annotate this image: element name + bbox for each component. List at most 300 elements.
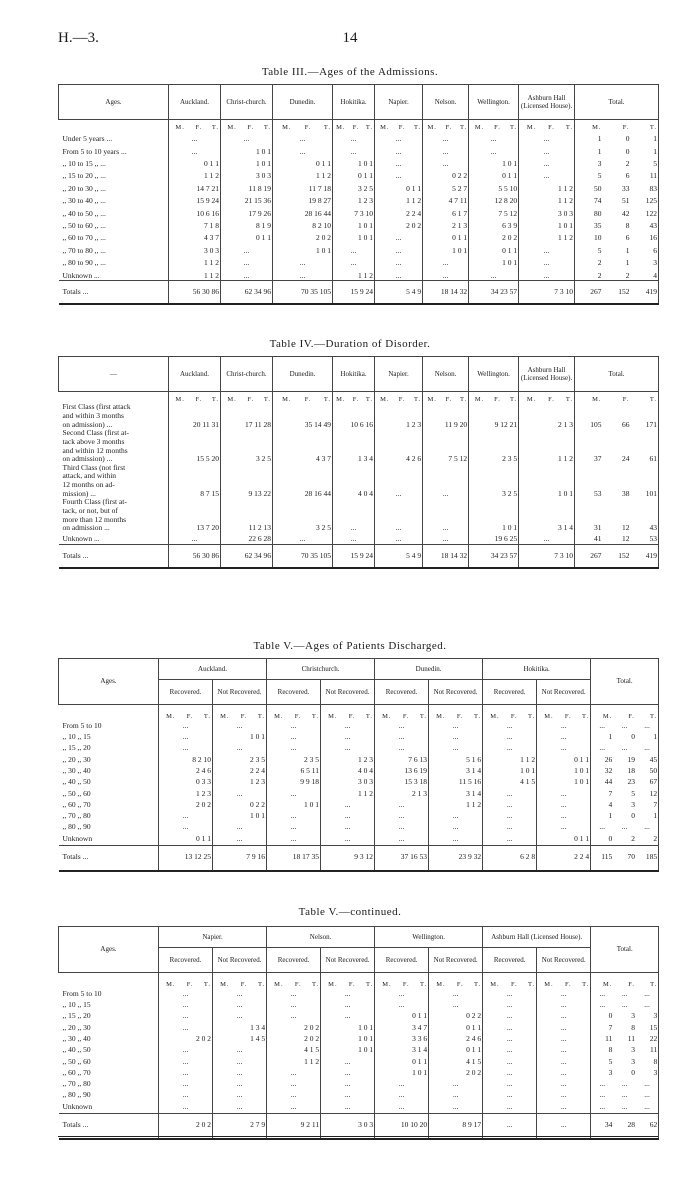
total-value: 1 bbox=[625, 258, 630, 268]
group-values: 2 3 5 bbox=[469, 429, 519, 464]
group-values: ... bbox=[220, 131, 272, 143]
sex-subheader: F. bbox=[628, 981, 636, 988]
row-label-line: tack, or not, but of bbox=[62, 505, 118, 515]
group-values: ... bbox=[519, 169, 575, 181]
sex-subheader: T. bbox=[303, 705, 321, 721]
sex-subheader: F. bbox=[352, 396, 360, 403]
group-values: ... bbox=[213, 788, 267, 799]
total-value: 0 bbox=[625, 146, 630, 156]
total-value: 3 bbox=[631, 1045, 636, 1055]
group-values: 7 5 12 bbox=[469, 206, 519, 218]
total-value: ... bbox=[621, 1079, 628, 1089]
group-values: 0 1 1 bbox=[537, 833, 591, 845]
group-values: 4 3 7 bbox=[169, 231, 221, 243]
row-label: From 5 to 10 bbox=[59, 720, 159, 731]
group-values: ... bbox=[333, 498, 375, 533]
sex-subheader: T. bbox=[407, 392, 423, 404]
group-values: 6 3 9 bbox=[469, 218, 519, 230]
sex-subheader: M. bbox=[336, 396, 346, 403]
group-values: ... bbox=[483, 800, 537, 811]
group-header: Napier. bbox=[159, 927, 267, 948]
group-values: 0 1 1 bbox=[273, 156, 333, 168]
total-value: 122 bbox=[631, 206, 659, 218]
column-header: Dunedin. bbox=[273, 357, 333, 392]
group-values: 56 30 86 bbox=[169, 281, 221, 305]
group-values: 11 2 13 bbox=[220, 498, 272, 533]
group-values: ... bbox=[423, 255, 469, 267]
group-values: ... bbox=[423, 156, 469, 168]
group-values: 0 1 1 bbox=[429, 1022, 483, 1033]
group-values: 22 6 28 bbox=[220, 533, 272, 545]
sex-subheader: T. bbox=[556, 120, 575, 132]
group-values: 2 0 2 bbox=[469, 231, 519, 243]
sex-subheader: F. bbox=[304, 396, 312, 403]
group-values: 1 1 2 bbox=[375, 193, 423, 205]
group-values: 1 2 3 bbox=[375, 403, 423, 429]
total-value: 2 bbox=[625, 270, 630, 280]
group-values: ... bbox=[169, 533, 221, 545]
group-values: 1 1 2 bbox=[519, 193, 575, 205]
group-values: ... bbox=[159, 1079, 213, 1090]
total-value: 44 bbox=[604, 777, 613, 787]
total-value: 3 bbox=[636, 1068, 659, 1079]
group-values: ... bbox=[375, 255, 423, 267]
group-values: 1 0 1 bbox=[333, 231, 375, 243]
group-values: 34 23 57 bbox=[469, 281, 519, 305]
sex-subheader: T. bbox=[407, 120, 423, 132]
row-label: ,, 70 ,, 80 bbox=[59, 1079, 159, 1090]
group-values: 4 0 4 bbox=[333, 464, 375, 499]
column-header: Auckland. bbox=[169, 85, 221, 120]
sex-subheader: T. bbox=[203, 120, 220, 132]
group-values: ... bbox=[273, 268, 333, 281]
group-values: ... bbox=[483, 743, 537, 754]
sex-subheader: F. bbox=[494, 396, 501, 403]
group-values: ... bbox=[537, 1101, 591, 1113]
group-values: 12 8 20 bbox=[469, 193, 519, 205]
totals-label: Totals ... bbox=[59, 1113, 159, 1139]
totals-label: Totals ... bbox=[59, 544, 169, 568]
row-label: ,, 15 ,, 20 bbox=[59, 1011, 159, 1022]
group-values: ... bbox=[375, 144, 423, 156]
sex-subheader: T. bbox=[519, 705, 537, 721]
group-values: 1 0 1 bbox=[321, 1045, 375, 1056]
row-label-line: on admission ... bbox=[62, 523, 110, 533]
total-value: 4 bbox=[608, 799, 613, 809]
column-header: Nelson. bbox=[423, 357, 469, 392]
total-value: 5 bbox=[597, 245, 602, 255]
group-values: 56 30 86 bbox=[169, 544, 221, 568]
group-values: ... bbox=[375, 720, 429, 731]
not-recovered-header: Not Recovered. bbox=[429, 948, 483, 973]
group-values: ... bbox=[169, 144, 221, 156]
total-value: 38 bbox=[622, 488, 630, 498]
row-label-line: First Class (first attack bbox=[62, 403, 131, 412]
sex-subheader: T. bbox=[502, 120, 519, 132]
total-value: ... bbox=[636, 822, 659, 833]
group-values: ... bbox=[159, 743, 213, 754]
group-values: 37 16 53 bbox=[375, 845, 429, 871]
group-values: ... bbox=[519, 268, 575, 281]
total-value: 101 bbox=[631, 464, 659, 499]
total-value: 1 bbox=[636, 811, 659, 822]
group-values: ... bbox=[375, 811, 429, 822]
group-values: ... bbox=[519, 533, 575, 545]
group-values: ... bbox=[159, 822, 213, 833]
group-values: 15 5 20 bbox=[169, 429, 221, 464]
group-values: 9 2 11 bbox=[267, 1113, 321, 1139]
table-v-title: Table V.—Ages of Patients Discharged. bbox=[253, 640, 447, 652]
group-values: ... bbox=[375, 988, 429, 999]
row-label bbox=[59, 429, 169, 464]
total-value: 70 bbox=[613, 845, 636, 871]
total-value: ... bbox=[636, 1079, 659, 1090]
group-values: 0 1 1 bbox=[469, 169, 519, 181]
total-value: 3 bbox=[631, 799, 635, 809]
total-value: 125 bbox=[631, 193, 659, 205]
group-values: ... bbox=[213, 720, 267, 731]
group-values: ... bbox=[469, 268, 519, 281]
sex-subheader: M. bbox=[544, 981, 554, 988]
stub-blank bbox=[59, 392, 169, 404]
sex-subheader: F. bbox=[548, 396, 555, 403]
group-values: ... bbox=[213, 1011, 267, 1022]
group-values: ... bbox=[267, 1011, 321, 1022]
total-value: ... bbox=[621, 743, 628, 753]
sex-subheader: M. bbox=[474, 396, 485, 403]
group-values: 0 1 1 bbox=[537, 754, 591, 765]
total-value: ... bbox=[599, 720, 606, 730]
total-value: 2 bbox=[597, 258, 602, 268]
group-values: ... bbox=[267, 1068, 321, 1079]
row-label: ,, 20 to 30 ,, ... bbox=[59, 181, 169, 193]
group-values: ... bbox=[213, 1090, 267, 1101]
group-values: ... bbox=[220, 243, 272, 255]
sex-subheader: T. bbox=[361, 120, 375, 132]
group-values: ... bbox=[267, 1090, 321, 1101]
total-value: ... bbox=[636, 1101, 659, 1113]
total-value: 8 bbox=[625, 220, 630, 230]
group-values: 1 1 2 bbox=[321, 788, 375, 799]
group-values: 11 8 19 bbox=[220, 181, 272, 193]
sex-subheader: F. bbox=[628, 713, 635, 720]
sex-subheader: F. bbox=[247, 396, 255, 403]
sex-subheader: M. bbox=[227, 396, 237, 403]
group-values: ... bbox=[429, 1000, 483, 1011]
group-values: 2 2 4 bbox=[375, 206, 423, 218]
total-value: 1 bbox=[608, 811, 613, 821]
row-label-line: on admission) ... bbox=[62, 454, 113, 464]
row-label: ,, 40 to 50 ,, ... bbox=[59, 206, 169, 218]
stub-header: Ages. bbox=[59, 659, 159, 705]
sex-subheader: M. bbox=[166, 713, 176, 720]
group-values: ... bbox=[375, 464, 423, 499]
total-value: 6 bbox=[631, 243, 659, 255]
total-value: ... bbox=[599, 1000, 606, 1010]
group-values: 1 1 2 bbox=[267, 1056, 321, 1067]
group-values: ... bbox=[537, 1045, 591, 1056]
group-values: ... bbox=[429, 1101, 483, 1113]
sex-subheader: T. bbox=[195, 705, 213, 721]
row-label: ,, 50 ,, 60 bbox=[59, 1056, 159, 1067]
sex-subheader: T. bbox=[303, 973, 321, 989]
row-label-line: Third Class (not first bbox=[62, 463, 126, 472]
group-values: ... bbox=[469, 131, 519, 143]
total-value: 6 bbox=[625, 171, 630, 181]
sex-subheader: M. bbox=[328, 981, 338, 988]
group-values: 3 2 5 bbox=[333, 181, 375, 193]
group-values: 2 4 6 bbox=[159, 766, 213, 777]
sex-subheader: F. bbox=[456, 713, 464, 720]
group-values: ... bbox=[537, 988, 591, 999]
group-values: ... bbox=[213, 1079, 267, 1090]
total-value: 2 bbox=[631, 833, 635, 843]
group-values: ... bbox=[159, 1045, 213, 1056]
group-values: 0 3 3 bbox=[159, 777, 213, 788]
total-value: 61 bbox=[631, 429, 659, 464]
group-values: 2 3 5 bbox=[267, 754, 321, 765]
total-value: 5 bbox=[631, 788, 635, 798]
group-values: 9 12 21 bbox=[469, 403, 519, 429]
group-values: ... bbox=[537, 822, 591, 833]
group-values: ... bbox=[273, 533, 333, 545]
row-label: ,, 50 to 60 ,, ... bbox=[59, 218, 169, 230]
group-values: 2 0 2 bbox=[267, 1022, 321, 1033]
sex-subheader: F. bbox=[548, 124, 555, 131]
group-values: 1 1 2 bbox=[429, 800, 483, 811]
table-iii-ages-of-admissions bbox=[58, 84, 659, 305]
group-values: 1 4 5 bbox=[213, 1034, 267, 1045]
group-values: ... bbox=[159, 720, 213, 731]
sex-subheader: T. bbox=[519, 973, 537, 989]
sex-subheader: F. bbox=[402, 713, 410, 720]
row-label-line: tack above 3 months bbox=[62, 436, 125, 446]
column-header: Christ-church. bbox=[220, 357, 272, 392]
total-value: 0 bbox=[608, 833, 613, 843]
group-values: 17 9 26 bbox=[220, 206, 272, 218]
group-values: ... bbox=[321, 732, 375, 743]
group-values: ... bbox=[429, 811, 483, 822]
group-values: 4 1 5 bbox=[267, 1045, 321, 1056]
group-values: 62 34 96 bbox=[220, 544, 272, 568]
group-values: ... bbox=[537, 743, 591, 754]
sex-subheader: M. bbox=[490, 981, 500, 988]
group-values: 3 1 4 bbox=[429, 788, 483, 799]
total-value: 5 bbox=[597, 171, 602, 181]
sex-subheader: M. bbox=[220, 981, 230, 988]
total-value: 50 bbox=[636, 766, 659, 777]
group-values: ... bbox=[519, 255, 575, 267]
group-values: 8 9 17 bbox=[429, 1113, 483, 1139]
group-values: 1 0 1 bbox=[220, 144, 272, 156]
not-recovered-header: Not Recovered. bbox=[213, 948, 267, 973]
bottom-rule bbox=[58, 1136, 658, 1137]
row-label: ,, 50 ,, 60 bbox=[59, 788, 159, 799]
group-values: ... bbox=[519, 131, 575, 143]
total-value: 10 bbox=[594, 233, 602, 243]
group-values: ... bbox=[537, 1022, 591, 1033]
group-header: Nelson. bbox=[267, 927, 375, 948]
group-values: 6 2 8 bbox=[483, 845, 537, 871]
sex-subheader: M. bbox=[336, 124, 346, 131]
group-values: ... bbox=[321, 988, 375, 999]
total-value: ... bbox=[621, 988, 628, 998]
group-values: 9 9 18 bbox=[267, 777, 321, 788]
group-values: 8 2 10 bbox=[273, 218, 333, 230]
group-values: 15 3 18 bbox=[375, 777, 429, 788]
row-label: Unknown bbox=[59, 1101, 159, 1113]
group-values: ... bbox=[169, 131, 221, 143]
group-values: ... bbox=[537, 1068, 591, 1079]
row-label-line: Fourth Class (first at- bbox=[62, 498, 127, 507]
sex-subheader: T. bbox=[556, 392, 575, 404]
total-value: 1 bbox=[625, 245, 630, 255]
group-values: 23 9 32 bbox=[429, 845, 483, 871]
group-values: 1 0 1 bbox=[220, 156, 272, 168]
not-recovered-header: Not Recovered. bbox=[321, 680, 375, 705]
sex-subheader: M. bbox=[436, 713, 446, 720]
group-values: ... bbox=[333, 533, 375, 545]
group-values: 4 1 5 bbox=[483, 777, 537, 788]
sex-subheader: F. bbox=[348, 713, 356, 720]
total-value: 7 bbox=[636, 800, 659, 811]
group-values: ... bbox=[429, 822, 483, 833]
sex-subheader: M. bbox=[427, 396, 437, 403]
group-values: ... bbox=[483, 1000, 537, 1011]
group-values: ... bbox=[375, 1000, 429, 1011]
group-values: 34 23 57 bbox=[469, 544, 519, 568]
group-values: 1 1 2 bbox=[169, 255, 221, 267]
sex-subheader: F. bbox=[494, 124, 501, 131]
sex-subheader: F. bbox=[456, 981, 464, 988]
group-values: ... bbox=[213, 1000, 267, 1011]
row-label: ,, 15 to 20 ,, ... bbox=[59, 169, 169, 181]
group-values: 13 6 19 bbox=[375, 766, 429, 777]
group-values: ... bbox=[537, 1011, 591, 1022]
group-values: 18 17 35 bbox=[267, 845, 321, 871]
total-value: 1 bbox=[597, 134, 602, 144]
total-value: ... bbox=[636, 1000, 659, 1011]
total-value: 11 bbox=[627, 1033, 636, 1043]
sex-subheader: F. bbox=[510, 981, 518, 988]
group-values: ... bbox=[321, 1000, 375, 1011]
group-values: ... bbox=[537, 1113, 591, 1139]
column-header: Wellington. bbox=[469, 85, 519, 120]
group-values: ... bbox=[375, 743, 429, 754]
sex-subheader: F. bbox=[398, 124, 406, 131]
total-value: 11 bbox=[631, 169, 659, 181]
sex-subheader: F. bbox=[294, 713, 302, 720]
total-value: 1 bbox=[608, 732, 613, 742]
group-values: 1 1 2 bbox=[483, 754, 537, 765]
sex-subheader: M. bbox=[274, 981, 284, 988]
group-values: ... bbox=[429, 732, 483, 743]
total-value: 12 bbox=[622, 534, 630, 544]
group-values: 4 2 6 bbox=[375, 429, 423, 464]
total-value: ... bbox=[621, 1090, 628, 1100]
group-values: ... bbox=[375, 498, 423, 533]
total-value: 12 bbox=[622, 523, 630, 533]
group-values: 9 13 22 bbox=[220, 464, 272, 499]
row-label: ,, 15 ,, 20 bbox=[59, 743, 159, 754]
sex-subheader: M. bbox=[427, 124, 437, 131]
total-value: 43 bbox=[631, 498, 659, 533]
sex-subheader: M. bbox=[282, 124, 292, 131]
group-values: 2 0 2 bbox=[159, 800, 213, 811]
row-label-line: and within 3 months bbox=[62, 411, 124, 421]
total-value: 6 bbox=[625, 233, 630, 243]
group-header: Hokitika. bbox=[483, 659, 591, 680]
group-values: ... bbox=[321, 1090, 375, 1101]
group-values: 0 2 2 bbox=[213, 800, 267, 811]
row-label bbox=[59, 403, 169, 429]
group-values: 13 12 25 bbox=[159, 845, 213, 871]
group-values: ... bbox=[483, 1034, 537, 1045]
sex-subheader: M. bbox=[490, 713, 500, 720]
group-values: 1 0 1 bbox=[537, 766, 591, 777]
group-values: 3 0 3 bbox=[321, 777, 375, 788]
group-values: 1 1 2 bbox=[519, 429, 575, 464]
row-label-line: on admission) ... bbox=[62, 419, 113, 429]
group-values: ... bbox=[333, 131, 375, 143]
column-header: Wellington. bbox=[469, 357, 519, 392]
group-values: 15 9 24 bbox=[333, 281, 375, 305]
total-value: 53 bbox=[631, 533, 659, 545]
total-value: 7 bbox=[608, 1022, 613, 1032]
row-label: ,, 40 ,, 50 bbox=[59, 1045, 159, 1056]
sex-subheader: F. bbox=[398, 396, 406, 403]
group-values: 7 6 13 bbox=[375, 754, 429, 765]
group-values: 1 0 1 bbox=[333, 156, 375, 168]
row-label: ,, 60 ,, 70 bbox=[59, 1068, 159, 1079]
group-values: ... bbox=[267, 732, 321, 743]
row-label: ,, 30 to 40 ,, ... bbox=[59, 193, 169, 205]
sex-subheader: T. bbox=[195, 973, 213, 989]
sex-subheader: T. bbox=[249, 705, 267, 721]
group-values: 8 1 9 bbox=[220, 218, 272, 230]
total-value: 3 bbox=[597, 159, 602, 169]
group-values: ... bbox=[333, 243, 375, 255]
total-value: 0 bbox=[625, 134, 630, 144]
group-values: 0 1 1 bbox=[159, 833, 213, 845]
row-label: ,, 20 ,, 30 bbox=[59, 754, 159, 765]
sex-subheader: T. bbox=[411, 973, 429, 989]
stub-header: Ages. bbox=[59, 927, 159, 973]
row-label: ,, 80 ,, 90 bbox=[59, 1090, 159, 1101]
group-values: 1 2 3 bbox=[213, 777, 267, 788]
group-values: 1 1 2 bbox=[519, 181, 575, 193]
sex-subheader: M. bbox=[526, 124, 537, 131]
group-values: ... bbox=[267, 833, 321, 845]
sex-subheader: T. bbox=[203, 392, 220, 404]
total-value: 33 bbox=[622, 183, 630, 193]
group-values: ... bbox=[267, 788, 321, 799]
group-values: ... bbox=[267, 1000, 321, 1011]
total-value: 16 bbox=[631, 231, 659, 243]
group-values: 1 0 1 bbox=[469, 156, 519, 168]
total-value: 0 bbox=[608, 1011, 613, 1021]
group-values: 2 0 2 bbox=[429, 1068, 483, 1079]
total-value: 3 bbox=[631, 1011, 636, 1021]
sex-subheader: F. bbox=[352, 124, 360, 131]
group-values: 2 0 2 bbox=[159, 1034, 213, 1045]
total-value: 5 bbox=[631, 156, 659, 168]
table-iv-title: Table IV.—Duration of Disorder. bbox=[269, 338, 431, 350]
row-label: ,, 30 ,, 40 bbox=[59, 1034, 159, 1045]
recovered-header: Recovered. bbox=[375, 680, 429, 705]
sex-subheader: M. bbox=[592, 124, 602, 131]
group-values: 8 2 10 bbox=[159, 754, 213, 765]
